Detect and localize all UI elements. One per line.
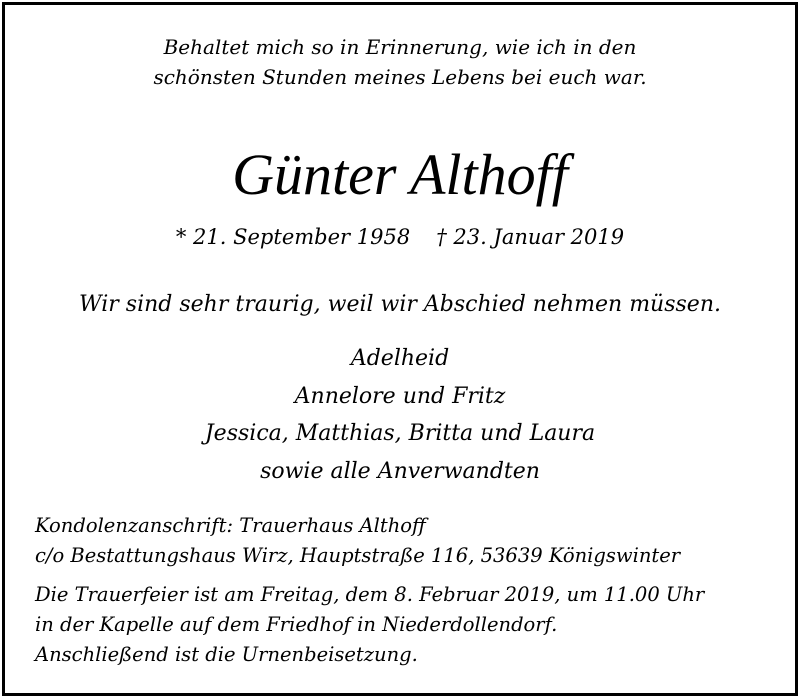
life-dates — [0, 222, 800, 252]
funeral-info-line-1: Die Trauerfeier ist am Freitag, dem 8. Februar 2019, um 11.00 Uhr — [35, 583, 705, 606]
condolence-address-line-1: Kondolenzanschrift: Trauerhaus Althoff — [35, 514, 426, 537]
mourner-line-4: sowie alle Anverwandten — [260, 459, 540, 484]
deceased-name: Günter Althoff — [232, 142, 568, 207]
motto-line-2: schönsten Stunden meines Lebens bei euch war. — [153, 65, 647, 89]
lead-text: Wir sind sehr traurig, weil wir Abschied nehmen müssen. — [79, 292, 721, 317]
birth-date: * 21. September 1958 — [175, 225, 411, 249]
mourner-line-1: Adelheid — [350, 346, 450, 371]
condolence-address-line-2: c/o Bestattungshaus Wirz, Hauptstraße 116, 53639 Königswinter — [35, 544, 681, 567]
death-date: † 23. Januar 2019 — [436, 225, 625, 249]
motto-line-1: Behaltet mich so in Erinnerung, wie ich in den — [163, 35, 637, 59]
funeral-info-line-3: Anschließend ist die Urnenbeisetzung. — [35, 643, 418, 666]
mourner-line-2: Annelore und Fritz — [294, 384, 506, 409]
funeral-info-line-2: in der Kapelle auf dem Friedhof in Niederdollendorf. — [35, 613, 558, 636]
mourner-line-3: Jessica, Matthias, Britta und Laura — [204, 421, 596, 446]
